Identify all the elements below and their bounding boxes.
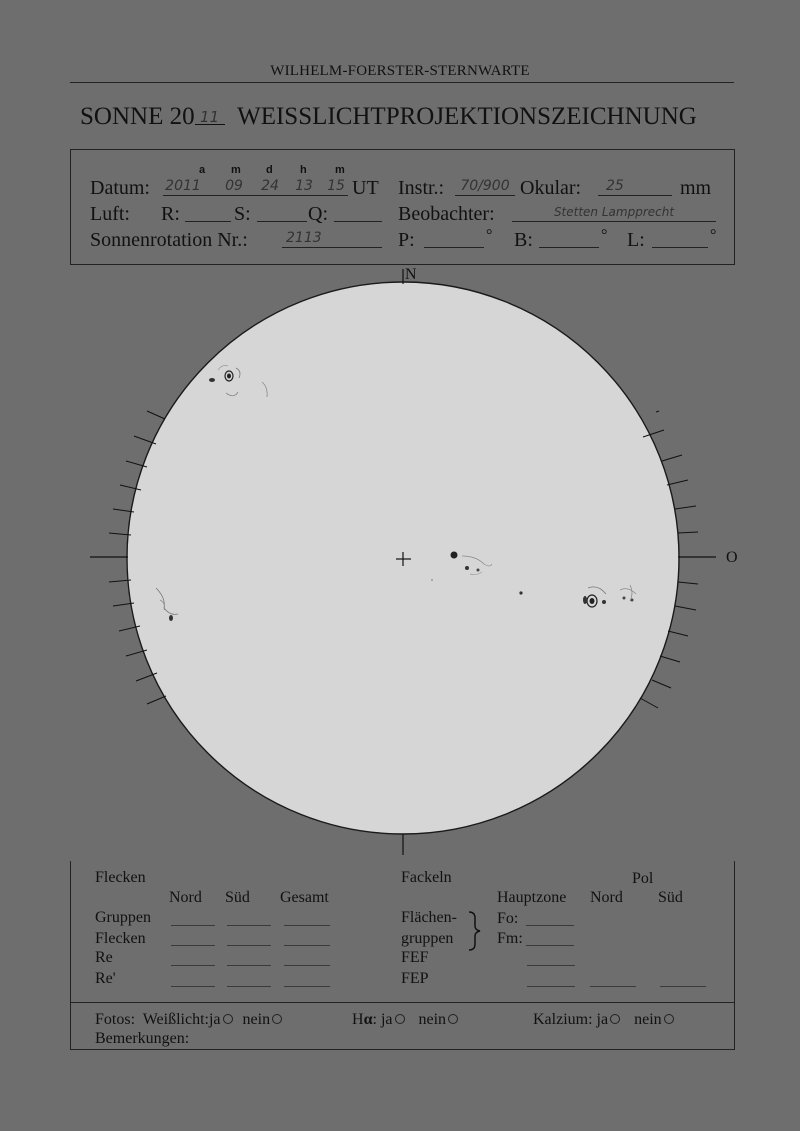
kalzium-nein-radio[interactable] [664,1014,674,1024]
row-gruppen: Gruppen [95,909,151,926]
re-gesamt-field[interactable] [284,965,330,966]
kalzium-ja-label: ja [596,1011,609,1028]
fotos-label: Fotos: [95,1011,136,1028]
pol-heading: Pol [632,870,654,887]
gruppen-sued-field[interactable] [227,925,271,926]
title-prefix: SONNE 20 [80,103,195,130]
col-minute-label: m [335,164,345,176]
instr-value: 70/900 [460,178,510,194]
datum-year: 2011 [165,178,201,194]
flecken-gesamt-field[interactable] [284,945,330,946]
datum-hour: 13 [295,178,313,194]
weisslicht-nein-radio[interactable] [272,1014,282,1024]
re-prime-nord-field[interactable] [171,986,215,987]
q-label: Q: [308,203,328,225]
okular-value: 25 [606,178,624,194]
halpha-nein-label: nein [418,1011,447,1028]
p-degree: ° [486,227,493,244]
kalzium-row [533,1011,676,1029]
row-re: Re [95,949,113,966]
b-degree: ° [601,227,608,244]
halpha-row: Hα: ja nein [352,1011,460,1029]
col-day-label: d [266,164,273,176]
fep-pol-sued-field[interactable] [660,986,706,987]
title-year: 11 [195,110,225,125]
fep-pol-nord-field[interactable] [590,986,636,987]
fep-hauptzone-field[interactable] [527,986,575,987]
flecken-nord-field[interactable] [171,945,215,946]
col-year-label: a [199,164,206,176]
flecken-sued-field[interactable] [227,945,271,946]
bemerkungen-label: Bemerkungen: [95,1030,190,1047]
gruppen-gesamt-field[interactable] [284,925,330,926]
col-hour-label: h [300,164,307,176]
gruppen-nord-field[interactable] [171,925,215,926]
fo-field[interactable] [526,925,574,926]
title-suffix: WEISSLICHTPROJEKTIONSZEICHNUNG [237,103,697,130]
kalzium-ja-radio[interactable] [610,1014,620,1024]
mm-label: mm [680,177,712,199]
flaechengruppen-label-2: gruppen [401,930,454,947]
re-prime-gesamt-field[interactable] [284,986,330,987]
re-nord-field[interactable] [171,965,215,966]
rotation-label: Sonnenrotation Nr.: [90,229,248,251]
sunspot-single [519,591,522,594]
flaechengruppen-label-1: Flächen- [401,909,457,926]
col-pol-sued: Süd [658,889,683,906]
kalzium-nein-label: nein [634,1011,662,1028]
west-label: O [726,549,738,566]
datum-day: 24 [261,178,279,194]
halpha-h: H [352,1011,364,1028]
weisslicht-nein-label: nein [242,1011,271,1028]
beobachter-value: Stetten Lampprecht [553,205,675,219]
ut-label: UT [352,177,379,199]
row-flecken: Flecken [95,930,146,947]
row-re-prime: Re' [95,970,116,987]
l-degree: ° [710,227,717,244]
l-label: L: [627,229,645,251]
col-sued: Süd [225,889,250,906]
col-gesamt: Gesamt [280,889,329,906]
halpha-nein-radio[interactable] [448,1014,458,1024]
datum-minute: 15 [327,178,345,194]
instr-label: Instr.: [398,177,445,199]
datum-month: 09 [225,178,243,194]
datum-label: Datum: [90,177,150,199]
halpha-ja-label: ja [380,1011,393,1028]
fm-field[interactable] [526,945,574,946]
re-sued-field[interactable] [227,965,271,966]
fackeln-heading: Fackeln [401,869,452,886]
weisslicht-label: Weißlicht: [142,1011,209,1028]
r-label: R: [161,203,180,225]
kalzium-label: Kalzium: [533,1011,593,1028]
rotation-value: 2113 [286,230,322,246]
beobachter-label: Beobachter: [398,203,495,225]
weisslicht-ja-label: ja [208,1011,221,1028]
luft-label: Luft: [90,203,130,225]
fef-field[interactable] [527,965,575,966]
okular-label: Okular: [520,177,582,199]
col-pol-nord: Nord [590,889,623,906]
fm-label: Fm: [497,930,523,947]
s-label: S: [234,203,251,225]
b-label: B: [514,229,533,251]
fef-label: FEF [401,949,429,966]
re-prime-sued-field[interactable] [227,986,271,987]
observatory-name: WILHELM-FOERSTER-STERNWARTE [270,63,530,79]
halpha-ja-radio[interactable] [395,1014,405,1024]
fo-label: Fo: [497,910,519,927]
fotos-row [95,1011,284,1029]
col-hauptzone: Hauptzone [497,889,567,906]
flecken-heading: Flecken [95,869,146,886]
p-label: P: [398,229,415,251]
weisslicht-ja-radio[interactable] [223,1014,233,1024]
col-month-label: m [231,164,241,176]
halpha-alpha: α [363,1011,373,1028]
col-nord: Nord [169,889,202,906]
fep-label: FEP [401,970,429,987]
north-label: N [405,266,417,283]
statistics-divider [70,1002,734,1003]
